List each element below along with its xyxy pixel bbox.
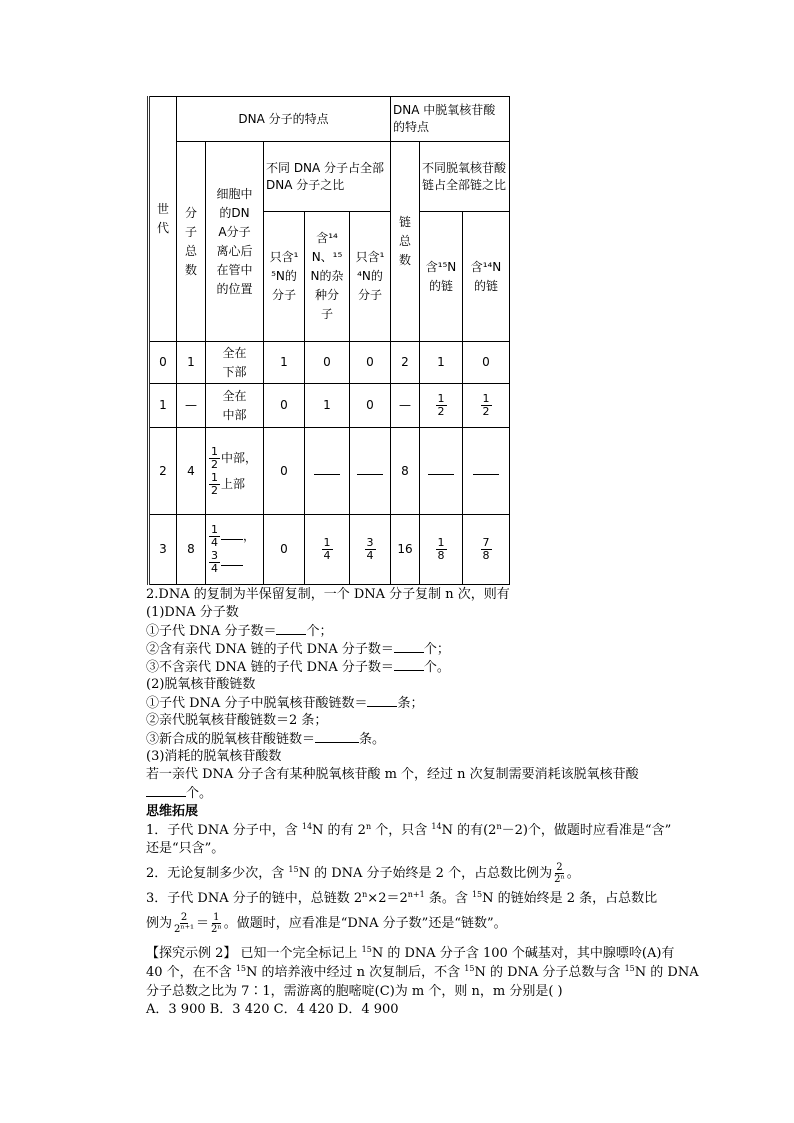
fraction: $\frac{3}{4}$ xyxy=(366,536,374,562)
cell-generation: 1 xyxy=(149,384,177,428)
cell-chain15 xyxy=(420,515,463,585)
answer-blank[interactable] xyxy=(394,658,424,671)
text-line: ②含有亲代 DNA 链的子代 DNA 分子数＝ 个； xyxy=(146,642,450,657)
text-line: 例为 $\frac{2}{\text{2ⁿ⁺¹}}$ ＝ $\frac{1}{\text{2ⁿ}}$ 。做题时，应看准是“DNA 分子数”还是“链数”。 xyxy=(146,912,507,935)
header-position: 细胞中的DNA分子离心后在管中的位置 xyxy=(206,142,264,342)
answer-blank[interactable] xyxy=(315,730,359,743)
text-line: 1．子代 DNA 分子中，含 $^{14}$N 的有 2$^n$ 个，只含 $^{14}$N 的有$(2^n-2)$个，做题时应看准是“含” xyxy=(146,822,672,838)
cell-chain14-blank[interactable] xyxy=(463,428,510,515)
fraction: $\frac{1}{2}$ xyxy=(211,444,218,471)
cell-molecules: 4 xyxy=(177,428,206,515)
cell-chains: 8 xyxy=(391,428,420,515)
cell-only15: 1 xyxy=(264,342,305,384)
answer-options: A．3 900 B．3 420 C．4 420 D．4 900 xyxy=(146,1002,399,1017)
cell-chain14 xyxy=(463,515,510,585)
cell-only14: 0 xyxy=(350,384,391,428)
fraction: $\frac{2}{\text{2ⁿ⁺¹}}$ xyxy=(174,912,194,935)
cell-only15: 0 xyxy=(264,428,305,515)
header-chain-features: DNA 中脱氧核苷酸的特点 xyxy=(391,97,510,142)
text-line: 2.DNA 的复制为半保留复制，一个 DNA 分子复制 n 次，则有 xyxy=(146,587,510,602)
fraction: $\frac{1}{4}$ xyxy=(211,523,218,549)
cell-chain14 xyxy=(463,384,510,428)
fraction: $\frac{2}{\text{2ⁿ}}$ xyxy=(554,862,565,885)
header-generation: 世代 xyxy=(149,97,177,342)
text-line: 【探究示例 2】 已知一个完全标记上 $^{15}$N 的 DNA 分子含 100 个碱基对，其中腺嘌呤(A)有 xyxy=(146,945,675,961)
cell-chains: 16 xyxy=(391,515,420,585)
header-dna-features: DNA 分子的特点 xyxy=(177,97,391,142)
fraction: $\frac{1}{\text{2ⁿ}}$ xyxy=(211,912,222,935)
cell-only15: 0 xyxy=(264,515,305,585)
text-line: (1)DNA 分子数 xyxy=(146,605,239,620)
cell-position: $\frac{1}{4}$ ， $\frac{3}{4}$ xyxy=(206,515,264,585)
header-only14: 只含¹⁴N的分子 xyxy=(350,212,391,342)
text-line: ③新合成的脱氧核苷酸链数＝ 条。 xyxy=(146,732,386,747)
fraction: $\frac{1}{2}$ xyxy=(482,392,490,418)
header-total-molecules: 分子总数 xyxy=(177,142,206,342)
table-row xyxy=(149,428,510,515)
cell-hybrid: 1 xyxy=(305,384,350,428)
cell-chains: — xyxy=(391,384,420,428)
text-line: 分子总数之比为 7∶1，需游离的胞嘧啶(C)为 m 个，则 n，m 分别是( ) xyxy=(146,984,563,999)
text-line: ①子代 DNA 分子数＝ 个； xyxy=(146,624,333,639)
header-ratio-molecules: 不同 DNA 分子占全部 DNA 分子之比 xyxy=(264,142,391,212)
cell-hybrid xyxy=(305,515,350,585)
header-total-chains: 链总数 xyxy=(391,142,420,342)
text-line: 2．无论复制多少次，含 $^{15}$N 的 DNA 分子始终是 2 个，占总数比例为 $\frac{2}{\text{2ⁿ}}$ 。 xyxy=(146,862,580,885)
cell-generation: 2 xyxy=(149,428,177,515)
cell-position: 全在下部 xyxy=(206,342,264,384)
cell-only15: 0 xyxy=(264,384,305,428)
text-line: 个。 xyxy=(146,784,666,803)
cell-position: 全在中部 xyxy=(206,384,264,428)
cell-generation: 0 xyxy=(149,342,177,384)
cell-hybrid: 0 xyxy=(305,342,350,384)
header-hybrid: 含¹⁴N、¹⁵N的杂种分子 xyxy=(305,212,350,342)
fraction: $\frac{1}{4}$ xyxy=(323,536,331,562)
cell-only14 xyxy=(350,515,391,585)
text-line: 还是“只含”。 xyxy=(146,841,225,856)
cell-molecules: 8 xyxy=(177,515,206,585)
cell-chain15: 1 xyxy=(420,342,463,384)
text-line: 3．子代 DNA 分子的链中，总链数 $2^n\times 2=2^{n+1}$ 条。含 $^{15}$N 的链始终是 2 条，占总数比 xyxy=(146,890,658,906)
text-line: 若一亲代 DNA 分子含有某种脱氧核苷酸 m 个，经过 n 次复制需要消耗该脱氧核苷酸 xyxy=(146,767,639,782)
table-row xyxy=(149,384,510,428)
cell-chain14: 0 xyxy=(463,342,510,384)
text-line: (3)消耗的脱氧核苷酸数 xyxy=(146,749,282,764)
text-line: 40 个，在不含 $^{15}$N 的培养液中经过 n 次复制后，不含 $^{15}$N 的 DNA 分子总数与含 $^{15}$N 的 DNA xyxy=(146,964,699,980)
cell-chain15-blank[interactable] xyxy=(420,428,463,515)
cell-chains: 2 xyxy=(391,342,420,384)
fraction: $\frac{7}{8}$ xyxy=(482,536,490,562)
answer-blank[interactable] xyxy=(276,622,306,635)
header-chain14: 含¹⁴N的链 xyxy=(463,212,510,342)
fraction: $\frac{1}{2}$ xyxy=(437,392,445,418)
dna-replication-table xyxy=(147,96,510,585)
cell-molecules: 1 xyxy=(177,342,206,384)
header-chain15: 含¹⁵N的链 xyxy=(420,212,463,342)
cell-hybrid-blank[interactable] xyxy=(305,428,350,515)
answer-blank[interactable] xyxy=(146,784,186,797)
cell-generation: 3 xyxy=(149,515,177,585)
header-ratio-chains: 不同脱氧核苷酸链占全部链之比 xyxy=(420,142,510,212)
cell-molecules: — xyxy=(177,384,206,428)
position-blank[interactable] xyxy=(221,555,243,566)
fraction: $\frac{1}{2}$ xyxy=(211,470,218,497)
answer-blank[interactable] xyxy=(394,640,424,653)
answer-blank[interactable] xyxy=(367,694,397,707)
cell-position: $\frac{1}{2}$ 中部， $\frac{1}{2}$ 上部 xyxy=(206,428,264,515)
fraction: $\frac{1}{8}$ xyxy=(437,536,445,562)
fraction: $\frac{3}{4}$ xyxy=(211,549,218,575)
text-line: ③不含亲代 DNA 链的子代 DNA 分子数＝ 个。 xyxy=(146,660,450,675)
cell-only14: 0 xyxy=(350,342,391,384)
table-row xyxy=(149,515,510,585)
cell-chain15 xyxy=(420,384,463,428)
table-row xyxy=(149,342,510,384)
section-heading: 思维拓展 xyxy=(146,804,199,819)
text-line: ①子代 DNA 分子中脱氧核苷酸链数＝ 条； xyxy=(146,696,424,711)
position-blank[interactable] xyxy=(221,529,243,540)
text-line: (2)脱氧核苷酸链数 xyxy=(146,677,256,692)
header-only15: 只含¹⁵N的分子 xyxy=(264,212,305,342)
cell-only14-blank[interactable] xyxy=(350,428,391,515)
text-line: ②亲代脱氧核苷酸链数＝2 条； xyxy=(146,713,328,728)
